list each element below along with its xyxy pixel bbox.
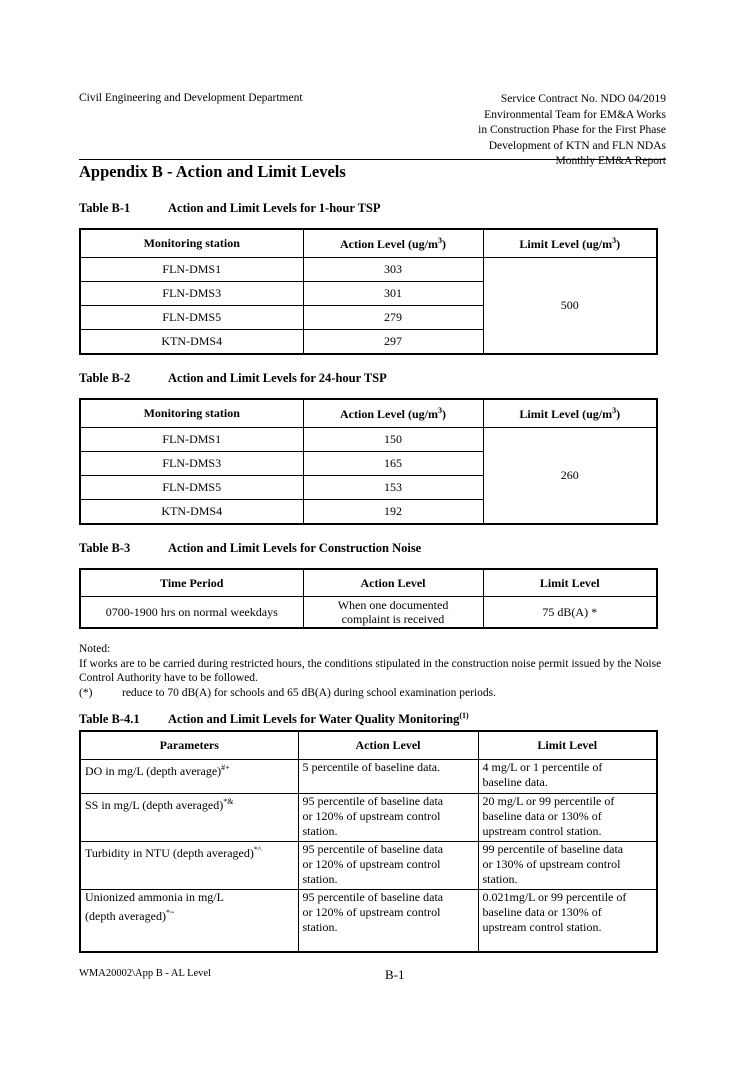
parameter-cell: DO in mg/L (depth average)#+ (80, 760, 298, 794)
limit-cell: 260 (483, 428, 657, 525)
column-header: Limit Level $(ug/m^3)$ (483, 229, 657, 258)
action-cell: 165 (303, 452, 483, 476)
header-divider (79, 159, 666, 160)
action-cell: 5 percentile of baseline data. (298, 760, 478, 794)
column-header: Time Period (80, 569, 303, 597)
action-cell: 95 percentile of baseline data or 120% of upstream control station. (298, 794, 478, 842)
notes-text: If works are to be carried during restricted hours, the conditions stipulated in the construction noise permit issued by the Noise Control Authority have to be followed. (79, 657, 662, 684)
column-header: Parameters (80, 731, 298, 760)
column-header: Action Level (303, 569, 483, 597)
table-header-row (80, 229, 657, 258)
table-row (80, 842, 657, 890)
time-period-cell: 0700-1900 hrs on normal weekdays (80, 597, 303, 629)
station-cell: KTN-DMS4 (80, 330, 303, 355)
column-header: Limit Level $(ug/m^3)$ (483, 399, 657, 428)
notes-heading: Noted: (79, 643, 111, 655)
table-b1 (79, 228, 658, 355)
table-header-row (80, 569, 657, 597)
station-cell: FLN-DMS3 (80, 452, 303, 476)
page-number: B-1 (385, 967, 405, 982)
table-b1-caption (79, 201, 381, 216)
action-cell: 192 (303, 500, 483, 525)
page-title: Appendix B - Action and Limit Levels (79, 162, 346, 181)
header-line: Environmental Team for EM&A Works (484, 108, 666, 121)
action-cell: 95 percentile of baseline data or 120% of upstream control station. (298, 842, 478, 890)
table-title-footnote: (1) (459, 711, 469, 720)
parameter-cell: SS in mg/L (depth averaged)*& (80, 794, 298, 842)
header-contract-info (478, 92, 666, 170)
table-b3-caption (79, 541, 421, 556)
header-line: Development of KTN and FLN NDAs (488, 139, 666, 152)
station-cell: FLN-DMS3 (80, 282, 303, 306)
table-number: Table B-3 (79, 541, 131, 555)
table-title: Action and Limit Levels for 24-hour TSP (168, 371, 387, 385)
header-line: Service Contract No. NDO 04/2019 (500, 93, 666, 105)
action-cell: When one documented complaint is received (303, 597, 483, 629)
table-b2-caption (79, 371, 387, 386)
footer-file-reference: WMA20002\App B - AL Level (79, 968, 212, 979)
limit-cell: 99 percentile of baseline data or 130% of upstream control station. (478, 842, 657, 890)
table-row (80, 597, 657, 629)
table-number: Table B-1 (79, 201, 131, 215)
table-row (80, 890, 657, 952)
notes-footnote: (*) reduce to 70 dB(A) for schools and 65 dB(A) during school examination periods. (79, 686, 496, 699)
table-b3 (79, 568, 658, 629)
limit-cell: 75 dB(A) * (483, 597, 657, 629)
table-header-row (80, 731, 657, 760)
action-cell: 150 (303, 428, 483, 452)
parameter-cell: Turbidity in NTU (depth averaged)*^ (80, 842, 298, 890)
action-cell: 95 percentile of baseline data or 120% of upstream control station. (298, 890, 478, 952)
table-title: Action and Limit Levels for 1-hour TSP (168, 201, 381, 215)
table-title: Action and Limit Levels for Construction Noise (168, 541, 422, 555)
table-b4-caption (79, 711, 469, 727)
column-header: Limit Level (478, 731, 657, 760)
notes (79, 642, 666, 700)
station-cell: FLN-DMS5 (80, 306, 303, 330)
station-cell: FLN-DMS1 (80, 258, 303, 282)
limit-cell: 20 mg/L or 99 percentile of baseline data or 130% of upstream control station. (478, 794, 657, 842)
table-b2 (79, 398, 658, 525)
action-cell: 279 (303, 306, 483, 330)
table-title: Action and Limit Levels for Water Quality Monitoring (168, 712, 460, 727)
column-header: Action Level (298, 731, 478, 760)
table-row (80, 760, 657, 794)
action-cell: 297 (303, 330, 483, 355)
station-cell: FLN-DMS1 (80, 428, 303, 452)
column-header: Limit Level (483, 569, 657, 597)
table-number: Table B-2 (79, 371, 131, 385)
column-header: Action Level $(ug/m^3)$ (303, 399, 483, 428)
header-department: Civil Engineering and Development Department (79, 92, 303, 104)
action-cell: 303 (303, 258, 483, 282)
limit-cell: 4 mg/L or 1 percentile of baseline data. (478, 760, 657, 794)
limit-cell: 500 (483, 258, 657, 355)
action-cell: 301 (303, 282, 483, 306)
table-row (80, 794, 657, 842)
table-row (80, 428, 657, 452)
table-number: Table B-4.1 (79, 712, 140, 727)
limit-cell: 0.021mg/L or 99 percentile of baseline data or 130% of upstream control station. (478, 890, 657, 952)
action-cell: 153 (303, 476, 483, 500)
parameter-cell: Unionized ammonia in mg/L (depth averaged)*~ (80, 890, 298, 952)
table-b4-1 (79, 730, 658, 953)
column-header: Monitoring station (80, 229, 303, 258)
station-cell: KTN-DMS4 (80, 500, 303, 525)
table-header-row (80, 399, 657, 428)
station-cell: FLN-DMS5 (80, 476, 303, 500)
table-row (80, 258, 657, 282)
header-line: Monthly EM&A Report (555, 155, 666, 167)
header-line: in Construction Phase for the First Phase (478, 124, 666, 136)
column-header: Monitoring station (80, 399, 303, 428)
column-header: Action Level $(ug/m^3)$ (303, 229, 483, 258)
